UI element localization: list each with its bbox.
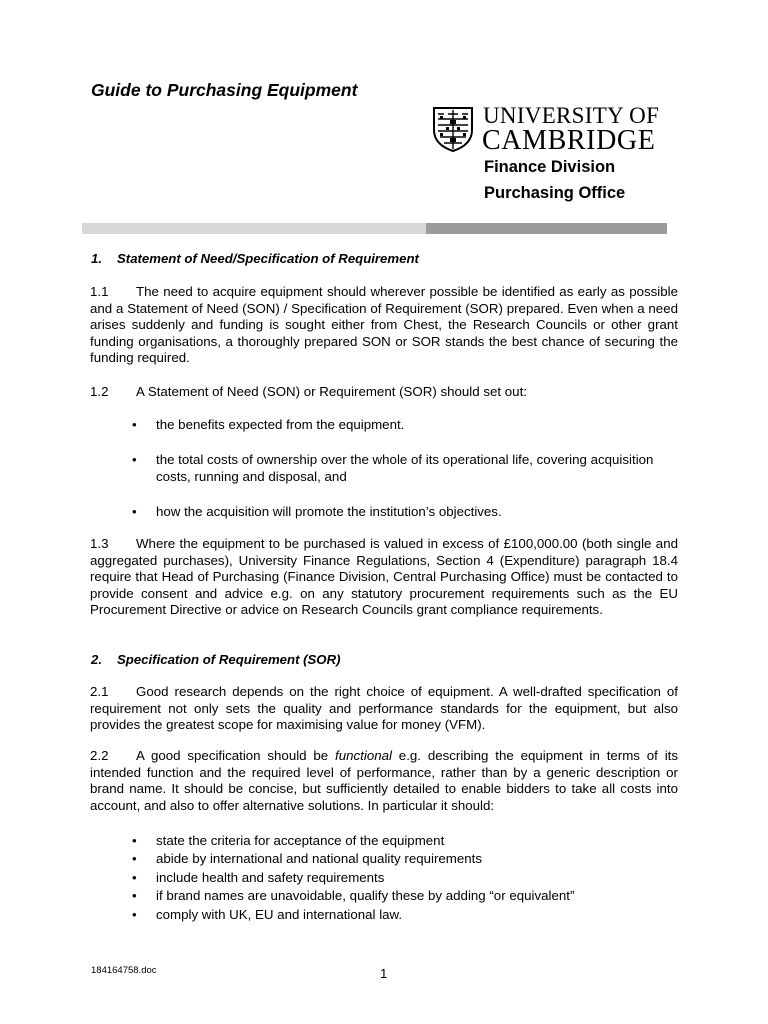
bullet-icon: • [132, 870, 137, 885]
paragraph-text: A Statement of Need (SON) or Requirement (SOR) should set out: [136, 384, 527, 399]
university-logo [432, 104, 662, 154]
paragraph-text-before: A good specification should be [136, 748, 336, 763]
list-item-text: how the acquisition will promote the institution’s objectives. [156, 504, 502, 519]
paragraph-2-2 [90, 748, 678, 814]
bullet-icon: • [132, 907, 137, 922]
paragraph-number: 2.2 [90, 748, 109, 763]
division-label: Finance Division [484, 158, 616, 176]
divider-dark-segment [426, 223, 667, 234]
bullet-icon: • [132, 452, 137, 467]
paragraph-text: Where the equipment to be purchased is valued in excess of £100,000.00 (both single and aggregated purchases), University Finance Regulations, Section 4 (Expenditure) paragraph 18.4 require that Head of Purchasing (Finance Division, Central Purchasing Office) must be contacted to provide consent and advice e.g. on any statutory procurement requirements such as the EU Procurement Directive or advice on Research Councils grant compliance requirements. [90, 536, 678, 618]
paragraph-number: 1.3 [90, 536, 109, 551]
paragraph-1-1 [90, 284, 678, 367]
header-divider [82, 223, 667, 234]
paragraph-1-2 [90, 384, 527, 399]
page-number: 1 [380, 966, 388, 981]
paragraph-2-1 [90, 684, 678, 734]
bullet-icon: • [132, 417, 137, 432]
section-1-title: Statement of Need/Specification of Requirement [117, 251, 419, 266]
list-item-text: include health and safety requirements [156, 870, 385, 885]
paragraph-text: Good research depends on the right choice of equipment. A well-drafted specification of requirement not only sets the quality and performance standards for the equipment, but also provides the greatest scope for maximising value for money (VFM). [90, 684, 678, 733]
paragraph-number: 2.1 [90, 684, 109, 699]
footer-filename: 184164758.doc [91, 965, 157, 976]
list-item-text: if brand names are unavoidable, qualify these by adding “or equivalent” [156, 888, 575, 903]
paragraph-1-3 [90, 536, 678, 619]
bullet-icon: • [132, 833, 137, 848]
section-2-number: 2. [91, 652, 102, 667]
university-name-line1: UNIVERSITY OF [483, 103, 660, 128]
university-name-line2: CAMBRIDGE [482, 125, 656, 156]
list-item-text: state the criteria for acceptance of the equipment [156, 833, 445, 848]
paragraph-number: 1.1 [90, 284, 109, 299]
section-1-number: 1. [91, 251, 102, 266]
list-item-text: comply with UK, EU and international law. [156, 907, 403, 922]
paragraph-number: 1.2 [90, 384, 109, 399]
paragraph-text-after: e.g. describing the equipment in terms of its intended function and the required level of performance, rather than by a generic description or brand name. It should be concise, but sufficiently detailed to enable bidders to take all costs into account, and also to offer alternative solutions. In particular it should: [90, 748, 678, 813]
section-1-heading [91, 251, 419, 266]
list-item-text: the benefits expected from the equipment. [156, 417, 405, 432]
document-title: Guide to Purchasing Equipment [91, 80, 358, 100]
list-item-text: abide by international and national quality requirements [156, 851, 482, 866]
paragraph-text: The need to acquire equipment should wherever possible be identified as early as possible and a Statement of Need (SON) / Specification of Requirement (SOR) prepared. Even when a need arises suddenly and funding is sought either from Chest, the Research Councils or other grant funding organisations, a thoroughly prepared SON or SOR stands the best chance of securing the funding required. [90, 284, 678, 366]
bullet-icon: • [132, 851, 137, 866]
list-item-text: the total costs of ownership over the whole of its operational life, covering acquisition costs, running and disposal, and [156, 452, 654, 484]
crest-icon [432, 106, 474, 152]
section-2-title: Specification of Requirement (SOR) [117, 652, 341, 667]
office-label: Purchasing Office [484, 184, 626, 202]
divider-light-segment [82, 223, 426, 234]
section-2-heading [91, 652, 340, 667]
bullet-icon: • [132, 888, 137, 903]
paragraph-text-emphasis: functional [335, 748, 392, 763]
bullet-icon: • [132, 504, 137, 519]
